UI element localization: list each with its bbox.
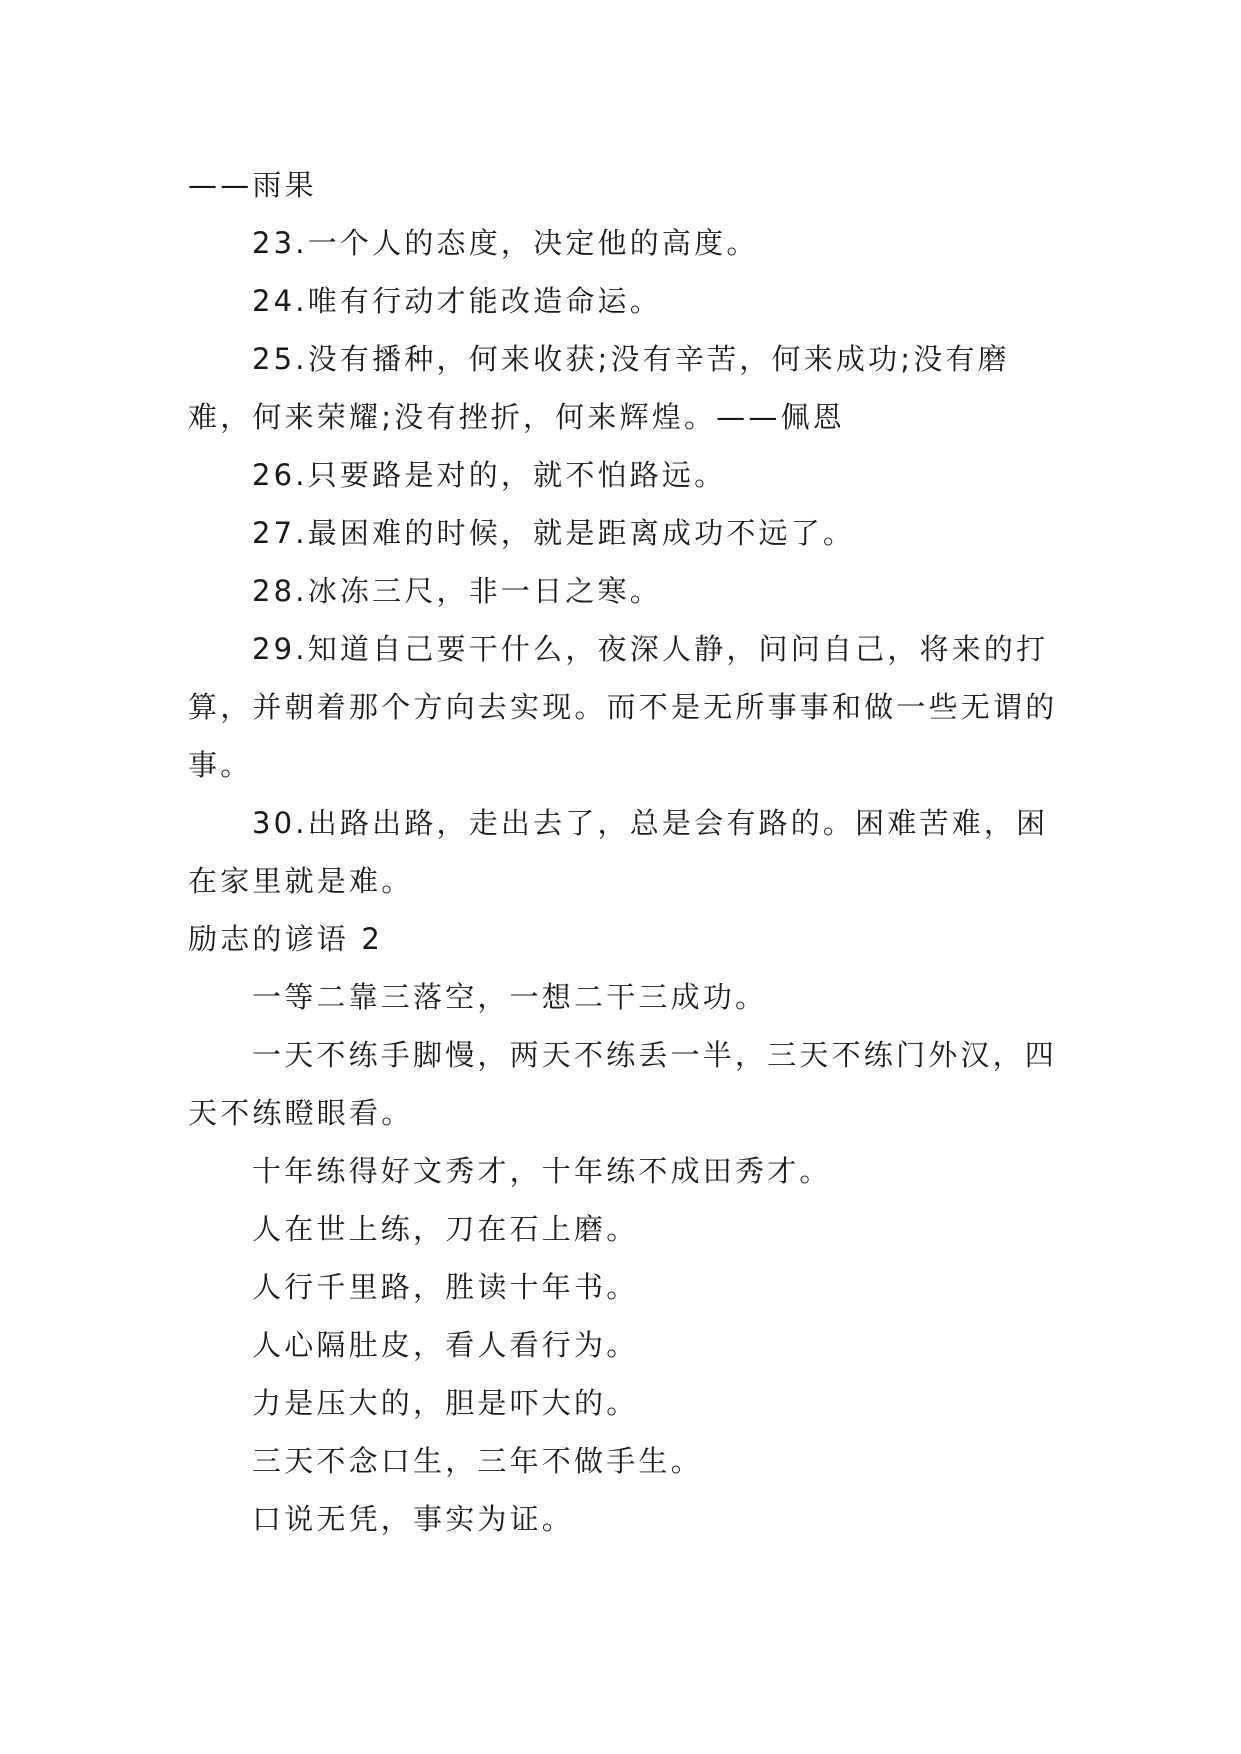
saying-3: 十年练得好文秀才，十年练不成田秀才。 <box>252 1154 832 1188</box>
attribution-line: ——雨果 <box>188 168 317 202</box>
saying-1: 一等二靠三落空，一想二干三成功。 <box>252 980 768 1014</box>
proverb-26: 26.只要路是对的，就不怕路远。 <box>252 458 727 492</box>
saying-2: 一天不练手脚慢，两天不练丢一半，三天不练门外汉，四天不练瞪眼看。 <box>188 1038 1058 1130</box>
saying-9: 口说无凭，事实为证。 <box>252 1502 575 1536</box>
proverb-24: 24.唯有行动才能改造命运。 <box>252 284 662 318</box>
saying-4: 人在世上练，刀在石上磨。 <box>252 1212 639 1246</box>
saying-6: 人心隔肚皮，看人看行为。 <box>252 1328 639 1362</box>
saying-5: 人行千里路，胜读十年书。 <box>252 1270 639 1304</box>
document-body <box>188 156 1058 1548</box>
proverb-29: 29.知道自己要干什么，夜深人静，问问自己，将来的打算，并朝着那个方向去实现。而不是无所事事和做一些无谓的事。 <box>188 632 1058 782</box>
proverb-23: 23.一个人的态度，决定他的高度。 <box>252 226 759 260</box>
saying-7: 力是压大的，胆是吓大的。 <box>252 1386 639 1420</box>
proverb-30: 30.出路出路，走出去了，总是会有路的。困难苦难，困在家里就是难。 <box>188 806 1049 898</box>
saying-8: 三天不念口生，三年不做手生。 <box>252 1444 703 1478</box>
proverb-28: 28.冰冻三尺，非一日之寒。 <box>252 574 662 608</box>
proverb-25: 25.没有播种，何来收获;没有辛苦，何来成功;没有磨难，何来荣耀;没有挫折，何来辉煌。——佩恩 <box>188 342 1010 434</box>
section-heading: 励志的谚语 2 <box>188 922 384 956</box>
proverb-27: 27.最困难的时候，就是距离成功不远了。 <box>252 516 856 550</box>
